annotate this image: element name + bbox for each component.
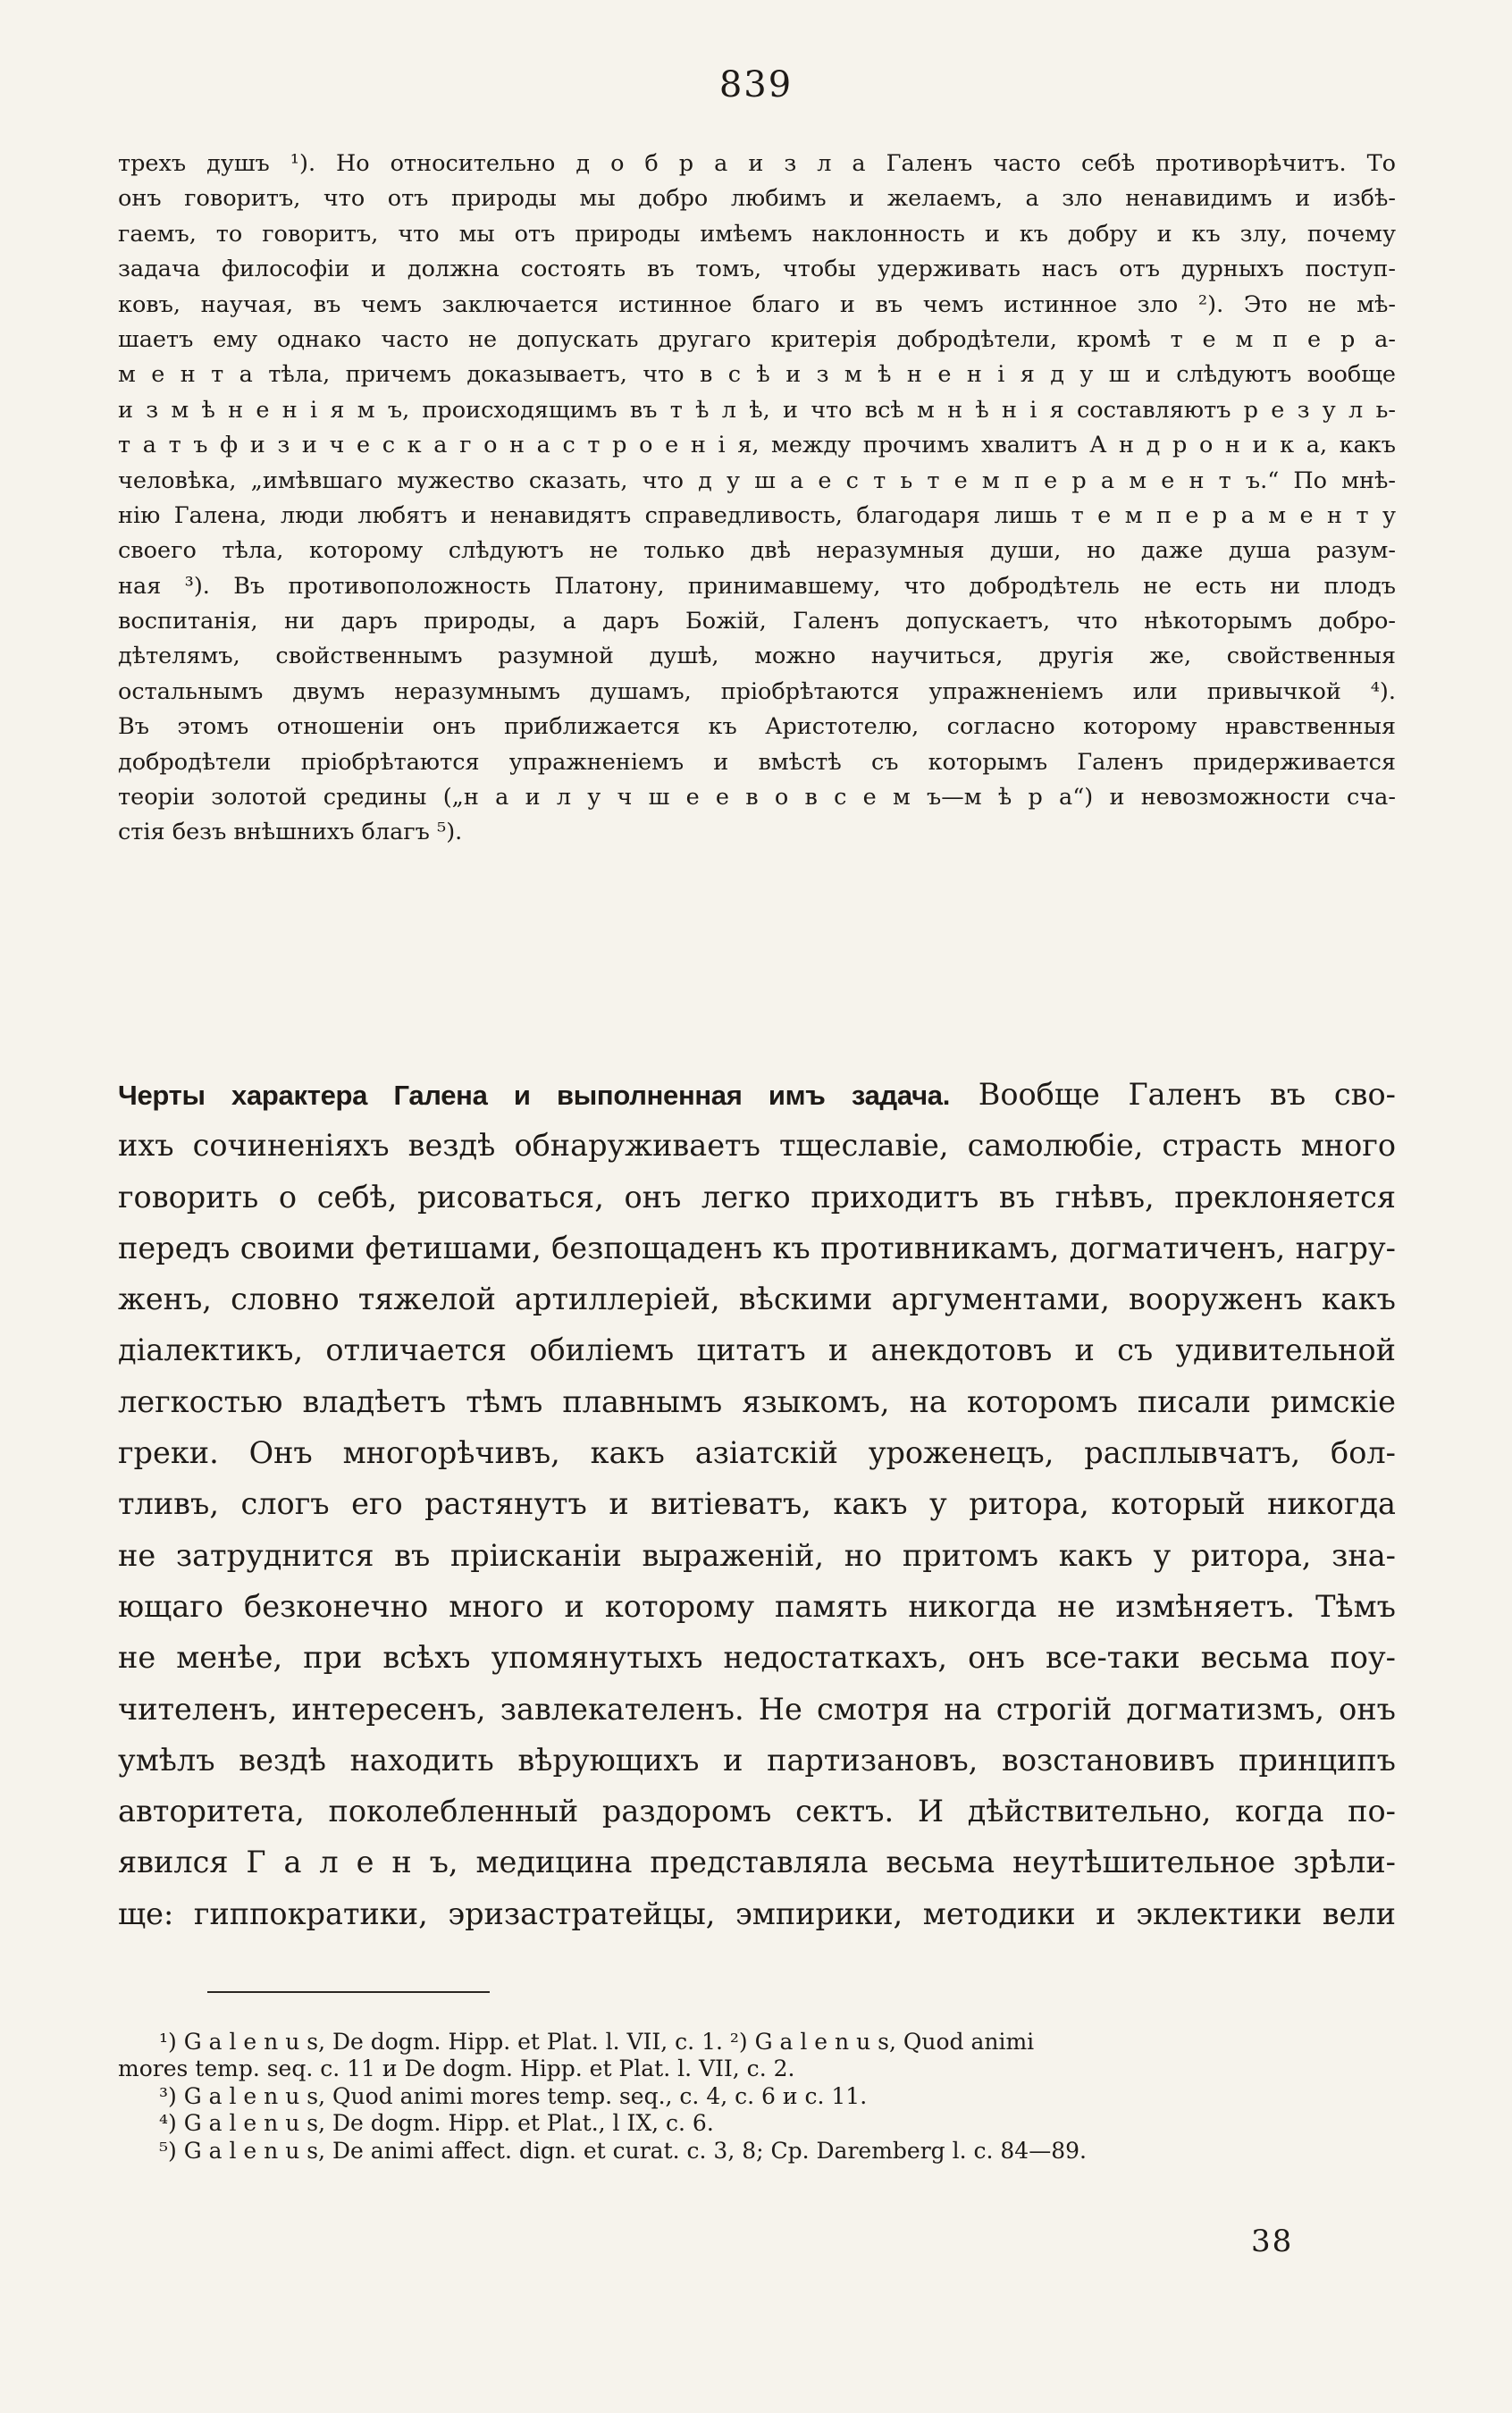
text-line: тливъ, слогъ его растянутъ и витіеватъ, какъ у ритора, который никогда [118,1486,1396,1522]
text-line: ще: гиппократики, эризастратейцы, эмпирики, методики и эклектики вели [118,1896,1396,1931]
text-line: ковъ, научая, въ чемъ заключается истинное благо и въ чемъ истинное зло ²). Это не мѣ- [118,290,1396,318]
text-line: явился Г а л е н ъ, медицина представляла весьма неутѣшительное зрѣли- [118,1845,1396,1880]
text-line: ихъ сочиненіяхъ вездѣ обнаруживаетъ тщеславіе, самолюбіе, страсть много [118,1128,1396,1164]
text-line: добродѣтели пріобрѣтаются упражненіемъ и вмѣстѣ съ которымъ Галенъ придерживается [118,748,1396,776]
text-line: т а т ъ ф и з и ч е с к а г о н а с т р о е н і я, между прочимъ хвалитъ А н д р о н и к а, какъ [118,432,1396,459]
text-line: нію Галена, люди любятъ и ненавидятъ справедливость, благодаря лишь т е м п е р а м е н т у [118,501,1396,529]
footnotes [118,2029,1396,2165]
text-line: авторитета, поколебленный раздоромъ сектъ. И дѣйствительно, когда по- [118,1794,1396,1829]
text-line: Въ этомъ отношеніи онъ приближается къ Аристотелю, согласно которому нравственныя [118,713,1396,741]
text-line: не затруднится въ пріисканіи выраженій, но притомъ какъ у ритора, зна- [118,1537,1396,1573]
text-line: стія безъ внѣшнихъ благъ ⁵). [118,819,463,846]
text-line: женъ, словно тяжелой артиллеріей, вѣскими аргументами, вооруженъ какъ [118,1282,1396,1317]
footnote: ⁴) G a l e n u s, De dogm. Hipp. et Plat., l IX, c. 6. [159,2110,714,2137]
upper-paragraph [118,147,1396,851]
text-line: своего тѣла, которому слѣдуютъ не только двѣ неразумныя души, но даже душа разум- [118,537,1396,565]
text-line: м е н т а тѣла, причемъ доказываетъ, что в с ѣ и з м ѣ н е н і я д у ш и слѣдуютъ вообще [118,361,1396,389]
text-line: чителенъ, интересенъ, завлекателенъ. Не смотря на строгій догматизмъ, онъ [118,1691,1396,1727]
text-line: задача философіи и должна состоять въ томъ, чтобы удерживать насъ отъ дурныхъ поступ- [118,256,1396,283]
section-heading: Черты характера Галена и выполненная имъ задача. [118,1080,951,1111]
character-section [118,1069,1396,1939]
text-line: дѣтелямъ, свойственнымъ разумной душѣ, можно научиться, другія же, свойственныя [118,643,1396,670]
page-number: 839 [718,64,794,105]
footnote: ⁵) G a l e n u s, De animi affect. dign. et curat. c. 3, 8; Ср. Daremberg l. c. 84—89. [159,2137,1087,2164]
text-line: греки. Онъ многорѣчивъ, какъ азіатскій уроженецъ, расплывчатъ, бол- [118,1435,1396,1471]
text-line: и з м ѣ н е н і я м ъ, происходящимъ въ т ѣ л ѣ, и что всѣ м н ѣ н і я составляютъ р е з у л ь- [118,396,1396,424]
text-line: шаетъ ему однако часто не допускать другаго критерія добродѣтели, кромѣ т е м п е р а- [118,325,1396,353]
text-line: онъ говоритъ, что отъ природы мы добро любимъ и желаемъ, а зло ненавидимъ и избѣ- [118,185,1396,213]
text-line: человѣка, „имѣвшаго мужество сказать, что д у ш а е с т ь т е м п е р а м е н т ъ.“ По мнѣ- [118,467,1396,494]
footnote: ¹) G a l e n u s, De dogm. Hipp. et Plat. l. VII, c. 1. ²) G a l e n u s, Quod animi [159,2029,1035,2055]
text-line: трехъ душъ ¹). Но относительно д о б р а и з л а Галенъ часто себѣ противорѣчитъ. То [118,150,1396,177]
text-line: передъ своими фетишами, безпощаденъ къ противникамъ, догматиченъ, нагру- [118,1230,1396,1265]
text-line: ная ³). Въ противоположность Платону, принимавшему, что добродѣтель не есть ни плодъ [118,572,1396,600]
text-line: не менѣе, при всѣхъ упомянутыхъ недостаткахъ, онъ все-таки весьма поу- [118,1640,1396,1676]
text-line: теоріи золотой средины („н а и л у ч ш е е в о в с е м ъ—м ѣ р а“) и невозможности сча- [118,784,1396,811]
text-line: остальнымъ двумъ неразумнымъ душамъ, пріобрѣтаются упражненіемъ или привычкой ⁴). [118,677,1396,705]
footnote: mores temp. seq. c. 11 и De dogm. Hipp. et Plat. l. VII, c. 2. [118,2056,795,2082]
section-first-line [118,1069,1396,1120]
section-body [118,1120,1396,1939]
text-line: діалектикъ, отличается обиліемъ цитатъ и анекдотовъ и съ удивительной [118,1333,1396,1368]
text-line: воспитанія, ни даръ природы, а даръ Божій, Галенъ допускаетъ, что нѣкоторымъ добро- [118,608,1396,635]
signature-mark: 38 [1251,2224,1294,2259]
text-line: умѣлъ вездѣ находить вѣрующихъ и партизановъ, возстановивъ принципъ [118,1742,1396,1778]
text-line: гаемъ, то говоритъ, что мы отъ природы имѣемъ наклонность и къ добру и къ злу, почему [118,220,1396,248]
text-line: ющаго безконечно много и которому память никогда не измѣняетъ. Тѣмъ [118,1588,1396,1624]
text-line: легкостью владѣетъ тѣмъ плавнымъ языкомъ, на которомъ писали римскіе [118,1383,1396,1419]
footnote: ³) G a l e n u s, Quod animi mores temp. seq., c. 4, c. 6 и c. 11. [159,2082,868,2109]
section-first-line-rest: Вообще Галенъ въ сво- [978,1077,1396,1112]
footnote-rule [207,1991,490,1993]
text-line: говорить о себѣ, рисоваться, онъ легко приходитъ въ гнѣвъ, преклоняется [118,1179,1396,1215]
